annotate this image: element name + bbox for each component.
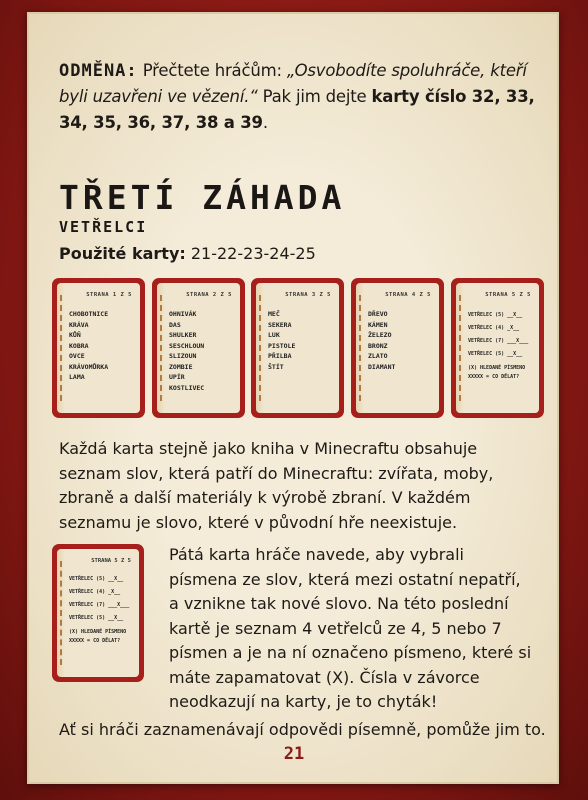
card-word: ZLATO [368, 352, 388, 360]
section-title: TŘETÍ ZÁHADA [59, 178, 346, 217]
card-5-enlarged [52, 544, 144, 682]
card-word: SEKERA [268, 320, 292, 329]
card-line: XXXXX = CO DĚLAT? [468, 374, 520, 380]
card-word: KÁMEN [368, 320, 388, 329]
card-word: CHOBOTNICE [69, 310, 109, 318]
card-header: STRANA 5 Z 5 [485, 292, 531, 298]
card-word: KŮŇ [69, 331, 81, 339]
card-1 [52, 278, 145, 418]
card-line: VETŘELEC (4) _X__ [468, 325, 520, 331]
card-word: ŽELEZO [368, 331, 392, 339]
section-subtitle: VETŘELCI [59, 218, 148, 236]
paragraph-1: Každá karta stejně jako kniha v Minecraftu obsahuje seznam slov, která patří do Minecraftu: zvířata, moby, zbraně a další materiály k výrobě zbraní. V každém seznamu je slovo, které v původní hře neexistuje. [59, 439, 494, 532]
card-4 [351, 278, 444, 418]
card-3 [251, 278, 344, 418]
card-header: STRANA 1 Z 5 [86, 292, 132, 298]
card-word: KRÁVA [69, 320, 89, 329]
card-word: UPÍR [169, 373, 185, 381]
paragraph-2: Pátá karta hráče navede, aby vybrali písmena ze slov, která mezi ostatní nepatří, a vznikne tak nové slovo. Na této poslední kartě je seznam 4 vetřelců ze 4, 5 nebo 7 písmen a je na ní označeno písmeno, které si máte zapamatovat (X). Čísla v závorce neodkazují na karty, je to chyták! [169, 545, 532, 711]
card-word: KOSTLIVEC [169, 383, 205, 392]
card-word: OHNIVÁK [169, 310, 197, 318]
used-cards [59, 244, 316, 263]
reward-text-2: Pak jim dejte [257, 87, 372, 106]
card-header: STRANA 2 Z 5 [186, 292, 232, 298]
card-2 [152, 278, 245, 418]
card-word: PISTOLE [268, 341, 296, 350]
card-word: SESCHLOUN [169, 341, 205, 350]
card-line: (X) HLEDANÉ PÍSMENO [468, 365, 526, 371]
card-5 [451, 278, 544, 418]
reward-quote: „Osvobodíte spoluhráče, kteří byli uzavřeni ve vězení.“ [59, 61, 527, 106]
card-line: VETŘELEC (7) ___X___ [69, 602, 130, 608]
card-word: ZOMBIE [169, 362, 193, 371]
note-text: Ať si hráči zaznamenávají odpovědi písemně, pomůže jim to. [59, 720, 546, 739]
card-line: VETŘELEC (5) __X__ [69, 615, 124, 621]
card-word: MEČ [268, 310, 280, 318]
card-header: STRANA 3 Z 5 [285, 292, 331, 298]
used-cards-value: 21-22-23-24-25 [185, 244, 316, 263]
card-line: VETŘELEC (5) __X__ [69, 576, 124, 582]
card-line: XXXXX = CO DĚLAT? [69, 638, 121, 644]
card-line: VETŘELEC (4) _X__ [69, 589, 121, 595]
card-word: LAMA [69, 373, 85, 381]
card-word: OVCE [69, 352, 85, 360]
reward-label: ODMĚNA: [59, 61, 138, 81]
card-word: ŠTÍT [268, 362, 284, 371]
used-cards-label: Použité karty: [59, 244, 186, 263]
reward-text-1: Přečtete hráčům: [142, 61, 287, 80]
card-word: BRONZ [368, 341, 388, 350]
card-word: KRÁVOMŮRKA [69, 362, 109, 371]
card-word: LUK [268, 331, 280, 339]
card-word: DAS [169, 320, 181, 329]
card-line: VETŘELEC (7) ___X___ [468, 338, 529, 344]
card-line: (X) HLEDANÉ PÍSMENO [69, 629, 127, 635]
card-header: STRANA 5 Z 5 [91, 558, 131, 564]
reward-paragraph: ODMĚNA: Přečtete hráčům: „Osvobodíte spoluhráče, kteří byli uzavřeni ve vězení.“ Pak jim dejte karty číslo 32, 33, 34, 35, 36, 37, 38 a 39. [59, 61, 535, 132]
card-word: PŘILBA [268, 352, 292, 360]
card-word: SHULKER [169, 331, 197, 339]
card-word: DIAMANT [368, 362, 396, 371]
card-word: KOBRA [69, 341, 89, 350]
page-number: 21 [283, 744, 305, 764]
reward-cards: karty číslo 32, 33, 34, 35, 36, 37, 38 a 39 [59, 87, 535, 132]
card-header: STRANA 4 Z 5 [385, 292, 431, 298]
card-word: DŘEVO [368, 310, 388, 318]
card-line: VETŘELEC (5) __X__ [468, 312, 523, 318]
card-line: VETŘELEC (5) __X__ [468, 351, 523, 357]
card-word: SLIZOUN [169, 352, 197, 360]
